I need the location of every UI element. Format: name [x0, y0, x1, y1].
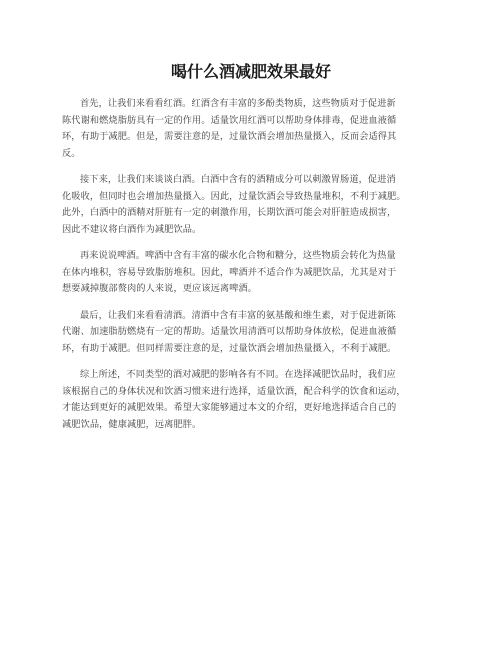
paragraph-line: 减肥饮品，健康减肥，远离肥胖。	[62, 418, 202, 430]
paragraph-line: 想要减掉腹部赘肉的人来说，更应该远离啤酒。	[62, 283, 258, 294]
paragraph-baijiu	[62, 172, 440, 238]
document-title: 喝什么酒减肥效果最好	[170, 62, 331, 81]
paragraph-red-wine	[62, 96, 440, 162]
document-body	[62, 96, 440, 433]
paragraph-line: 环，有助于减肥。但是，需要注意的是，过量饮酒会增加热量摄入，反而会适得其	[62, 131, 397, 142]
paragraph-line: 综上所述，不同类型的酒对减肥的影响各有不同。在选择减肥饮品时，我们应	[80, 369, 396, 380]
paragraph-line: 该根据自己的身体状况和饮酒习惯来进行选择，适量饮酒，配合科学的饮食和运动，	[62, 385, 406, 397]
paragraph-beer	[62, 248, 440, 298]
paragraph-line: 最后，让我们来看看清酒。清酒中含有丰富的氨基酸和维生素，对于促进新陈	[80, 309, 396, 321]
paragraph-line: 因此不建议将白酒作为减肥饮品。	[62, 223, 202, 235]
paragraph-line: 代谢、加速脂肪燃烧有一定的帮助。适量饮用清酒可以帮助身体放松，促进血液循	[62, 326, 397, 337]
paragraph-line: 陈代谢和燃烧脂肪具有一定的作用。适量饮用红酒可以帮助身体排毒，促进血液循	[62, 114, 397, 126]
paragraph-line: 反。	[62, 147, 81, 159]
paragraph-conclusion	[62, 367, 440, 433]
paragraph-line: 再来说说啤酒。啤酒中含有丰富的碳水化合物和糖分，这些物质会转化为热量	[80, 250, 396, 261]
paragraph-sake	[62, 308, 440, 358]
paragraph-line: 此外，白酒中的酒精对肝脏有一定的刺激作用，长期饮酒可能会对肝脏造成损害，	[62, 207, 397, 218]
paragraph-line: 环，有助于减肥。但同样需要注意的是，过量饮酒会增加热量摄入，不利于减肥。	[62, 342, 397, 354]
paragraph-line: 才能达到更好的减肥效果。希望大家能够通过本文的介绍，更好地选择适合自己的	[62, 402, 397, 413]
paragraph-line: 在体内堆积，容易导致脂肪堆积。因此，啤酒并不适合作为减肥饮品，尤其是对于	[62, 266, 397, 278]
paragraph-line: 化吸收，但同时也会增加热量摄入。因此，过量饮酒会导致热量堆积，不利于减肥。	[62, 190, 406, 202]
paragraph-line: 首先，让我们来看看红酒。红酒含有丰富的多酚类物质，这些物质对于促进新	[80, 98, 396, 109]
paragraph-line: 接下来，让我们来谈谈白酒。白酒中含有的酒精成分可以刺激胃肠道，促进消	[80, 174, 396, 185]
